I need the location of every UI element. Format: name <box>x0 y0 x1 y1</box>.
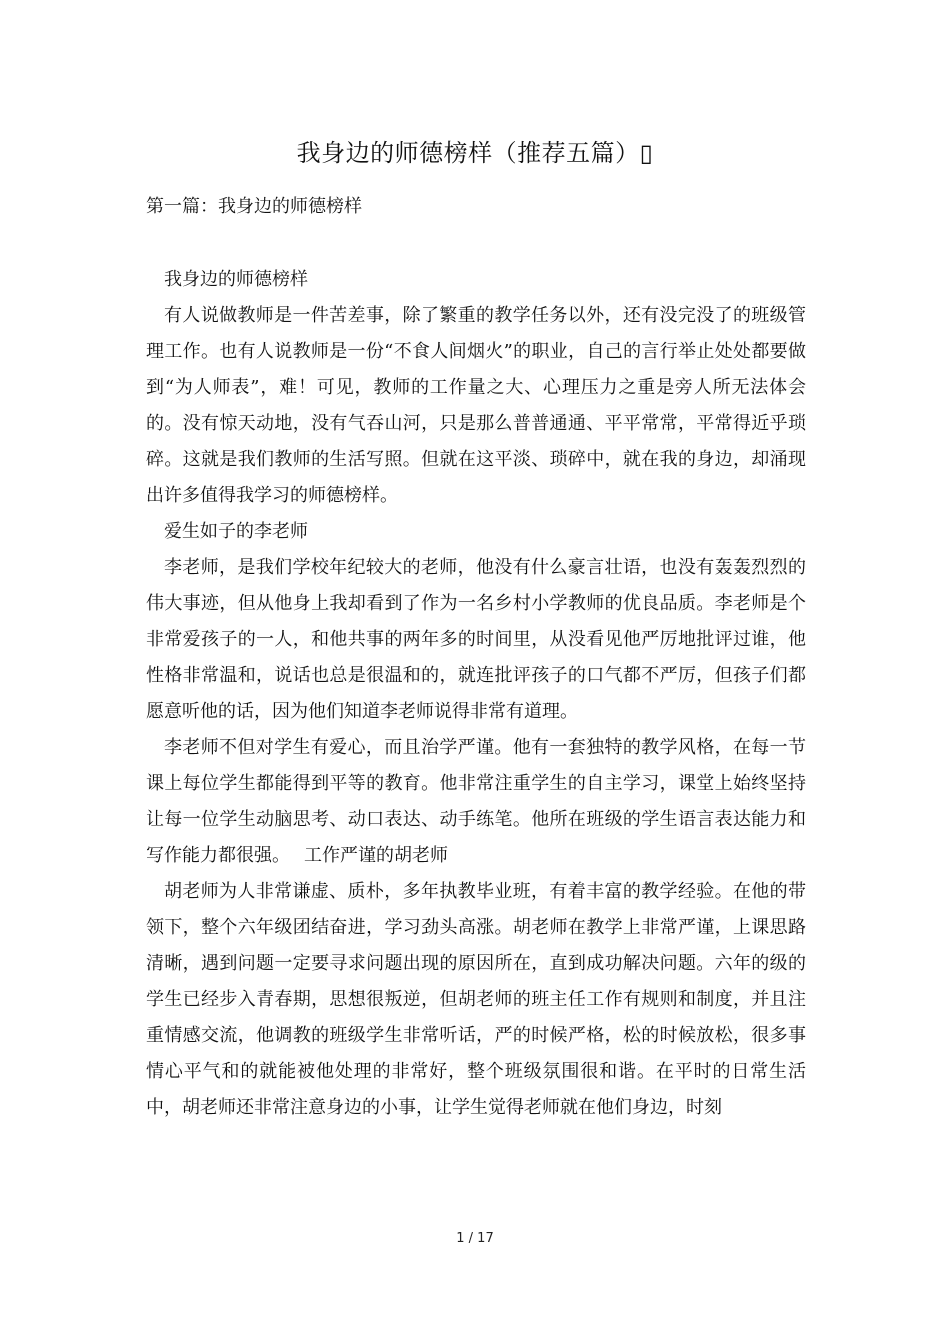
paragraph: 李老师，是我们学校年纪较大的老师，他没有什么豪言壮语，也没有轰轰烈烈的伟大事迹，但从他身上我却看到了作为一名乡村小学教师的优良品质。李老师是个非常爱孩子的一人，和他共事的两年多的时间里，从没看见他严厉地批评过谁，他性格非常温和，说话也总是很温和的，就连批评孩子的口气都不严厉，但孩子们都愿意听他的话，因为他们知道李老师说得非常有道理。 <box>146 557 806 722</box>
section-heading: 第一篇：我身边的师德榜样 <box>146 196 362 217</box>
subheading-hu: 工作严谨的胡老师 <box>304 845 448 866</box>
title-text: 我身边的师德榜样（推荐五篇） <box>296 139 640 167</box>
paragraph: 有人说做教师是一件苦差事，除了繁重的教学任务以外，还有没完没了的班级管理工作。也有人说教师是一份“不食人间烟火”的职业，自己的言行举止处处都要做到“为人师表”，难！可见，教师的工作量之大、心理压力之重是旁人所无法体会的。没有惊天动地，没有气吞山河，只是那么普普通通、平平常常，平常得近乎琐碎。这就是我们教师的生活写照。但就在这平淡、琐碎中，就在我的身边，却涌现出许多值得我学习的师德榜样。 <box>146 305 806 506</box>
title-missing-glyph: ▯ <box>639 139 654 167</box>
article-heading: 我身边的师德榜样 <box>164 269 308 290</box>
subheading-li: 爱生如子的李老师 <box>164 521 308 542</box>
paragraph-text: 李老师不但对学生有爱心，而且治学严谨。他有一套独特的教学风格，在每一节课上每位学生都能得到平等的教育。他非常注重学生的自主学习，课堂上始终坚持让每一位学生动脑思考、动口表达、动手练笔。他所在班级的学生语言表达能力和写作能力都很强。 <box>146 737 806 866</box>
document-body <box>146 262 806 1126</box>
paragraph <box>146 730 806 874</box>
document-title <box>0 138 950 168</box>
paragraph: 胡老师为人非常谦虚、质朴，多年执教毕业班，有着丰富的教学经验。在他的带领下，整个六年级团结奋进，学习劲头高涨。胡老师在教学上非常严谨，上课思路清晰，遇到问题一定要寻求问题出现的原因所在，直到成功解决问题。六年的级的学生已经步入青春期，思想很叛逆，但胡老师的班主任工作有规则和制度，并且注重情感交流，他调教的班级学生非常听话，严的时候严格，松的时候放松，很多事情心平气和的就能被他处理的非常好，整个班级氛围很和谐。在平时的日常生活中，胡老师还非常注意身边的小事，让学生觉得老师就在他们身边，时刻 <box>146 881 806 1118</box>
page-number: 1 / 17 <box>456 1231 494 1246</box>
